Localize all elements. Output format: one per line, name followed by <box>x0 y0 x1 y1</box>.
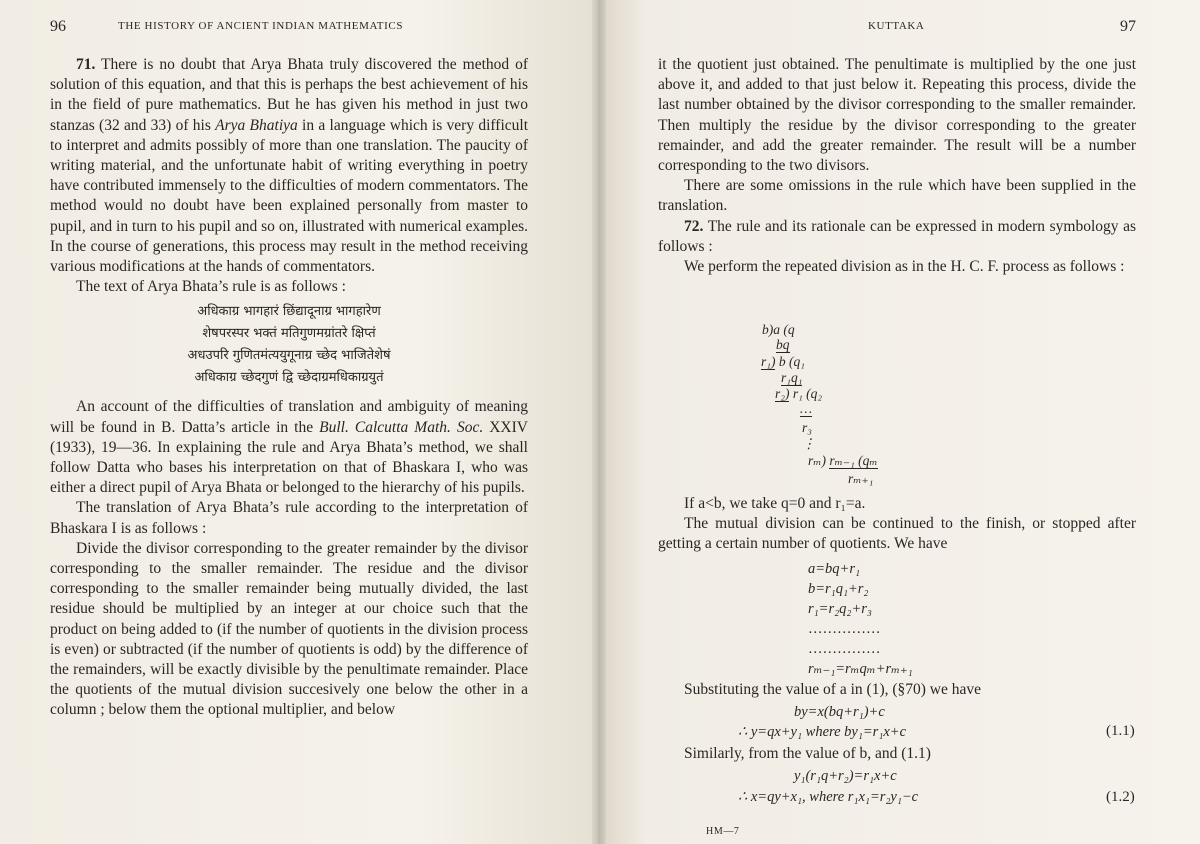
sanskrit-line: अधउपरि गुणितमंत्ययुगूनाग्र च्छेद भाजितेशेषं <box>187 348 391 364</box>
para71-text-a: There is no doubt that Arya Bhata truly discovered the method of solution of this equation, and that this is perhaps the best achievement of his in the field of pure mathematics. But he has given his method in just two stanzas (32 and 33) of his <box>50 56 528 134</box>
division-line: ⋮ <box>802 436 816 451</box>
division-divisor: r₂) <box>775 386 790 401</box>
omissions-paragraph: There are some omissions in the rule which have been supplied in the translation. <box>658 177 1136 215</box>
equation: b=r₁q₁+r₂ <box>808 581 869 597</box>
division-divisor: r₁) <box>761 354 776 369</box>
division-dividend: rₘ₋₁ (qₘ <box>829 453 878 468</box>
account-text-a: An account of the difficulties of translation and ambiguity of meaning will be found in B. Datta’s article in the <box>50 398 528 436</box>
left-body <box>50 55 528 721</box>
similarly-text <box>658 744 1136 764</box>
division-product: bq <box>776 337 790 352</box>
book-gutter <box>592 0 606 844</box>
para72-text: The rule and its rationale can be expressed in modern symbology as follows : <box>658 217 1136 255</box>
equation: a=bq+r₁ <box>808 561 861 577</box>
equation-number: (1.2) <box>1106 789 1135 805</box>
account-paragraph <box>50 397 528 498</box>
translation-paragraph: Divide the divisor corresponding to the greater remainder by the divisor corresponding to the smaller remainder. The residue and the divisor corresponding to the smaller remainder being mutually divided, the last residue should be multiplied by an integer at our choice such that the product on being added to (if the number of quotients in the division process is even) or subtracted (if the number of quotients is odd) by the difference of the remainders, will be exactly divisible by the penultimate remainder. Place the quotients of the mutual division succesively one below the other in a column ; below them the optional multiplier, and below <box>50 539 528 719</box>
division-product: r₁q₁ <box>781 370 803 385</box>
similarly-line: Similarly, from the value of b, and (1.1) <box>684 745 931 762</box>
account-text-b: XXIV (1933), 19—36. In explaining the rule and Arya Bhata’s method, we shall follow Datta who bases his interpretation on that of Bhaskara I, who was either a direct pupil of Arya Bhata or belonged to the hierarchy of his pupils. <box>50 418 528 497</box>
equation: ∴ x=qy+x₁, where r₁x₁=r₂y₁−c <box>738 789 919 805</box>
section-number-72: 72. <box>684 217 704 235</box>
rule-intro: The text of Arya Bhata’s rule is as follows : <box>76 278 346 296</box>
right-page-number: 97 <box>1120 18 1136 35</box>
sanskrit-line: अधिकाग्र भागहारं छिंद्यादूनाग्र भागहारेण <box>197 304 381 320</box>
division-divisor: rₘ) <box>808 453 827 468</box>
substitution-line: Substituting the value of a in (1), (§70) we have <box>684 681 982 698</box>
division-dots: … <box>800 401 813 416</box>
equation: by=x(bq+r₁)+c <box>794 704 885 720</box>
sanskrit-verse <box>50 301 528 389</box>
division-line: r₃ <box>802 420 812 435</box>
translation-intro: The translation of Arya Bhata’s rule according to the interpretation of Bhaskara I is as follows : <box>50 499 528 537</box>
division-dividend: r₁ (q₂ <box>792 386 823 401</box>
section-number-71: 71. <box>76 56 96 73</box>
continuation-paragraph: it the quotient just obtained. The penultimate is multiplied by the one just above it, and added to that just below it. Repeating this process, divide the last number obtained by the divisor corresponding to the smaller remainder. Then multiply the residue by the divisor corresponding to the greater remainder, and add the greater remainder. The result will be a number corresponding to the two divisors. <box>658 56 1136 175</box>
equation-number: (1.1) <box>1106 723 1135 739</box>
division-line: rₘ₊₁ <box>848 471 874 486</box>
sanskrit-line: शेषपरस्पर भक्तं मतिगुणमग्रांतरे क्षिप्तं <box>202 326 376 342</box>
division-line <box>761 354 805 370</box>
division-line <box>776 337 790 353</box>
division-line <box>808 453 878 469</box>
equation: ∴ y=qx+y₁ where by₁=r₁x+c <box>738 724 907 740</box>
equation-ellipsis: …………… <box>808 641 881 657</box>
equation-ellipsis: …………… <box>808 621 881 637</box>
division-line <box>775 386 822 402</box>
equation: r₁=r₂q₂+r₃ <box>808 601 872 617</box>
mutual-division-paragraph: The mutual division can be continued to the finish, or stopped after getting a certain number of quotients. We have <box>658 515 1136 553</box>
right-page <box>598 0 1200 844</box>
arya-bhatiya-title: Arya Bhatiya <box>215 116 298 134</box>
division-dividend: b (q₁ <box>778 354 805 369</box>
equation: rₘ₋₁=rₘqₘ+rₘ₊₁ <box>808 661 913 677</box>
paragraph-72 <box>658 217 1136 257</box>
journal-title: Bull. Calcutta Math. Soc. <box>319 418 484 436</box>
if-line: If a<b, we take q=0 and r₁=a. <box>684 495 866 512</box>
right-running-header: KUTTAKA <box>868 20 925 32</box>
para71-text-b: in a language which is very difficult to interpret and admits possibly of more than one translation. The paucity of writing material, and the unfortunate habit of writing everything in poetry have contributed immensely to the difficulties of modern commentators. The method would no doubt have been explained personally from master to pupil, and in turn to his pupil and so on, illustrated with numerical examples. In the course of generations, this process may result in the method receiving various modifications at the hands of commentators. <box>50 116 529 276</box>
hcf-paragraph: We perform the repeated division as in the H. C. F. process as follows : <box>684 258 1125 276</box>
division-line <box>800 401 812 417</box>
left-page <box>0 0 598 844</box>
left-page-number: 96 <box>50 18 66 35</box>
equation: y₁(r₁q+r₂)=r₁x+c <box>794 768 897 784</box>
division-line <box>781 370 802 386</box>
left-running-header: THE HISTORY OF ANCIENT INDIAN MATHEMATICS <box>118 20 404 32</box>
sanskrit-line: अधिकाग्र च्छेदगुणं द्वि च्छेदाग्रमधिकाग्रयुतं <box>194 370 384 386</box>
paragraph-71 <box>50 55 528 277</box>
right-body-mid <box>658 494 1136 555</box>
right-body-top <box>658 55 1136 277</box>
substitution-text <box>658 680 1136 700</box>
signature-mark: HM—7 <box>706 826 740 837</box>
division-line: b)a (q <box>762 322 795 337</box>
